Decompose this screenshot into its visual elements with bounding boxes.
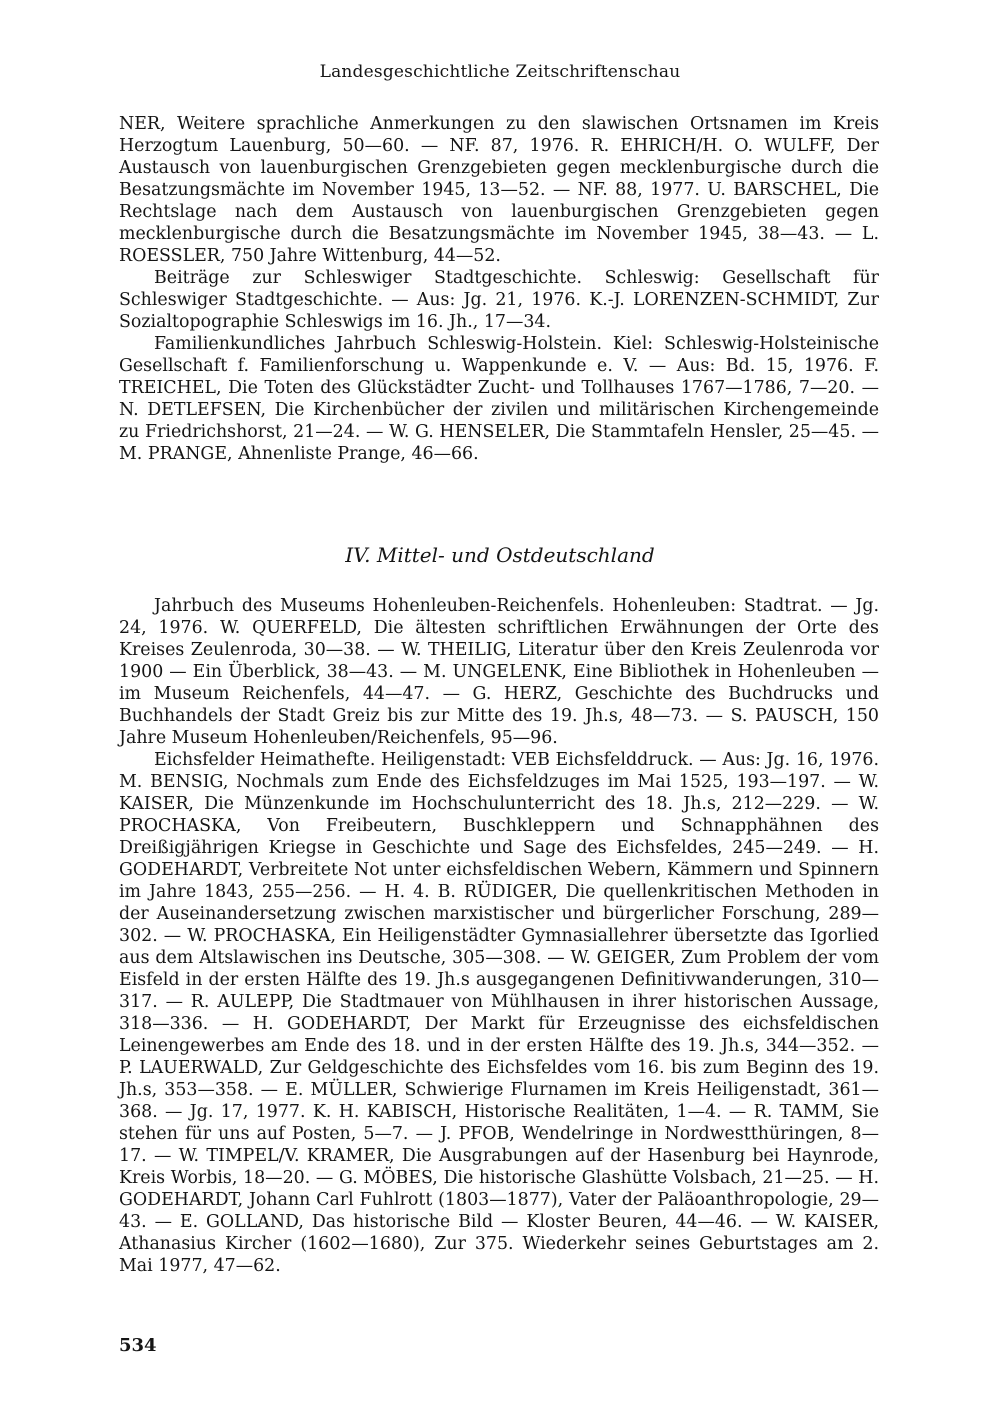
- top-text-block: [119, 113, 879, 465]
- paragraph-familienkundliches-jahrbuch: Familienkundliches Jahrbuch Schleswig-Holstein. Kiel: Schleswig-Holsteinische Gesellschaft f. Familienforschung u. Wappenkunde e. V. — Aus: Bd. 15, 1976. F. TREICHEL, Die Toten des Glückstädter Zucht- und Tollhauses 1767—1786, 7—20. — N. DETLEFSEN, Die Kirchenbücher der zivilen und militärischen Kirchengemeinde zu Friedrichshorst, 21—24. — W. G. HENSELER, Die Stammtafeln Hensler, 25—45. — M. PRANGE, Ahnenliste Prange, 46—66.: [119, 334, 879, 464]
- bottom-text-block: [119, 595, 879, 1277]
- page-number: 534: [119, 1335, 157, 1356]
- paragraph-eichsfelder-heimathefte: Eichsfelder Heimathefte. Heiligenstadt: VEB Eichsfelddruck. — Aus: Jg. 16, 1976. M. BENSIG, Nochmals zum Ende des Eichsfeldzuges im Mai 1525, 193—197. — W. KAISER, Die Münzenkunde im Hochschulunterricht des 18. Jh.s, 212—229. — W. PROCHASKA, Von Freibeutern, Buschkleppern und Schnapphähnen des Dreißigjährigen Kriegse in Geschichte und Sage des Eichsfeldes, 245—249. — H. GODEHARDT, Verbreitete Not unter eichsfeldischen Webern, Kämmern und Spinnern im Jahre 1843, 255—256. — H. 4. B. RÜDIGER, Die quellenkritischen Methoden in der Auseinandersetzung zwischen marxistischer und bürgerlicher Forschung, 289—302. — W. PROCHASKA, Ein Heiligenstädter Gymnasiallehrer übersetzte das Igorlied aus dem Altslawischen ins Deutsche, 305—308. — W. GEIGER, Zum Problem der vom Eisfeld in der ersten Hälfte des 19. Jh.s ausgegangenen Definitivwanderungen, 310—317. — R. AULEPP, Die Stadtmauer von Mühlhausen in ihrer historischen Aussage, 318—336. — H. GODEHARDT, Der Markt für Erzeugnisse des eichsfeldischen Leinengewerbes am Ende des 18. und in der ersten Hälfte des 19. Jh.s, 344—352. — P. LAUERWALD, Zur Geldgeschichte des Eichsfeldes vom 16. bis zum Beginn des 19. Jh.s, 353—358. — E. MÜLLER, Schwierige Flurnamen im Kreis Heiligenstadt, 361—368. — Jg. 17, 1977. K. H. KABISCH, Historische Realitäten, 1—4. — R. TAMM, Sie stehen für uns auf Posten, 5—7. — J. PFOB, Wendelringe in Nordwestthüringen, 8—17. — W. TIMPEL/V. KRAMER, Die Ausgrabungen auf der Hasenburg bei Haynrode, Kreis Worbis, 18—20. — G. MÖBES, Die historische Glashütte Volsbach, 21—25. — H. GODEHARDT, Johann Carl Fuhlrott (1803—1877), Vater der Paläoanthropologie, 29—43. — E. GOLLAND, Das historische Bild — Kloster Beuren, 44—46. — W. KAISER, Athanasius Kircher (1602—1680), Zur 375. Wiederkehr seines Geburtstages am 2. Mai 1977, 47—62.: [119, 750, 879, 1276]
- paragraph-jahrbuch-hohenleuben: Jahrbuch des Museums Hohenleuben-Reichenfels. Hohenleuben: Stadtrat. — Jg. 24, 1976. W. QUERFELD, Die ältesten schriftlichen Erwähnungen der Orte des Kreises Zeulenroda, 30—38. — W. THEILIG, Literatur über den Kreis Zeulenroda vor 1900 — Ein Überblick, 38—43. — M. UNGELENK, Eine Bibliothek in Hohenleuben — im Museum Reichenfels, 44—47. — G. HERZ, Geschichte des Buchdrucks und Buchhandels der Stadt Greiz bis zur Mitte des 19. Jh.s, 48—73. — S. PAUSCH, 150 Jahre Museum Hohenleuben/Reichenfels, 95—96.: [119, 596, 879, 748]
- running-head: Landesgeschichtliche Zeitschriftenschau: [319, 62, 681, 82]
- paragraph-schleswiger-stadtgeschichte: Beiträge zur Schleswiger Stadtgeschichte. Schleswig: Gesellschaft für Schleswiger Stadtgeschichte. — Aus: Jg. 21, 1976. K.-J. LORENZEN-SCHMIDT, Zur Sozialtopographie Schleswigs im 16. Jh., 17—34.: [119, 268, 879, 332]
- paragraph-lauenburg-continued: NER, Weitere sprachliche Anmerkungen zu den slawischen Ortsnamen im Kreis Herzogtum Lauenburg, 50—60. — NF. 87, 1976. R. EHRICH/H. O. WULFF, Der Austausch von lauenburgischen Grenzgebieten gegen mecklenburgische durch die Besatzungsmächte im November 1945, 13—52. — NF. 88, 1977. U. BARSCHEL, Die Rechtslage nach dem Austausch von lauenburgischen Grenzgebieten gegen mecklenburgische durch die Besatzungsmächte im November 1945, 38—43. — L. ROESSLER, 750 Jahre Wittenburg, 44—52.: [119, 114, 879, 266]
- section-title: IV. Mittel- und Ostdeutschland: [345, 543, 655, 567]
